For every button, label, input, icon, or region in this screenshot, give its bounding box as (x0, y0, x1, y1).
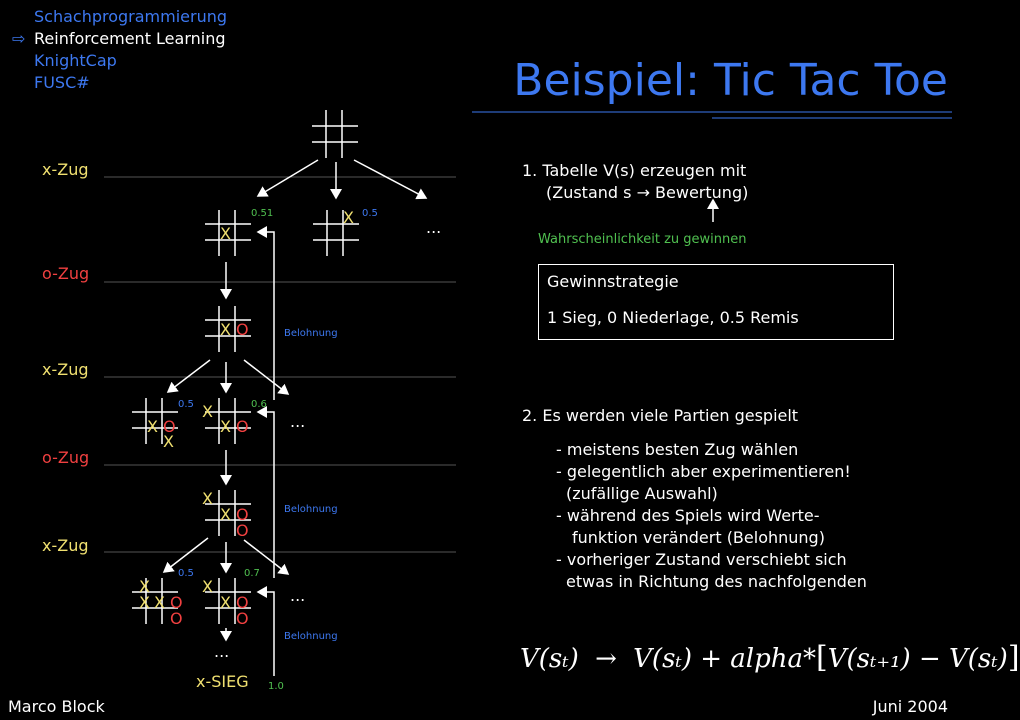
ellipsis: ... (290, 412, 306, 431)
move-label: o-Zug (42, 264, 90, 283)
formula-lhs: V(sₜ) (520, 644, 579, 674)
mark-o: O (163, 417, 176, 436)
formula-bracket-close: ] (1007, 640, 1020, 675)
arrow (164, 538, 208, 572)
bullet: - meistens besten Zug wählen (556, 440, 799, 459)
formula-bracket-open: [ (816, 640, 828, 675)
mark-x: X (220, 320, 231, 339)
step1-line2: (Zustand s → Bewertung) (546, 183, 749, 202)
bullet: - vorheriger Zustand verschiebt sich (556, 550, 847, 569)
nav-item-fusc[interactable]: FUSC# (34, 73, 90, 92)
mark-x: X (220, 593, 231, 612)
footer-author: Marco Block (8, 697, 105, 716)
reward-label: Belohnung (284, 328, 338, 339)
step2-heading: 2. Es werden viele Partien gespielt (522, 406, 799, 425)
nav-item-rl[interactable]: ⇨ Reinforcement Learning (12, 29, 226, 48)
mark-x: X (139, 593, 150, 612)
mark-o: O (236, 521, 249, 540)
ellipsis: ... (426, 218, 442, 237)
bullet: (zufällige Auswahl) (566, 484, 718, 503)
arrow-right-icon: ⇨ (12, 29, 26, 48)
bullet: - während des Spiels wird Werte- (556, 506, 820, 525)
update-formula (520, 640, 1020, 675)
arrow (258, 160, 318, 196)
mark-x: X (220, 505, 231, 524)
strategy-title: Gewinnstrategie (547, 272, 679, 291)
mark-o: O (170, 609, 183, 628)
footer-date: Juni 2004 (872, 697, 948, 716)
move-label: x-Zug (42, 360, 89, 379)
reward-arrow (258, 592, 274, 676)
step1-line1: 1. Tabelle V(s) erzeugen mit (522, 161, 747, 180)
ellipsis: ... (290, 586, 306, 605)
reward-arrow (258, 232, 274, 400)
value-label: 0.5 (178, 568, 194, 579)
reward-label: Belohnung (284, 504, 338, 515)
mark-x: X (343, 208, 354, 227)
mark-x: X (163, 432, 174, 451)
strategy-text: 1 Sieg, 0 Niederlage, 0.5 Remis (547, 308, 799, 327)
arrow (354, 160, 426, 198)
value-label: 0.5 (178, 399, 194, 410)
mark-x: X (147, 417, 158, 436)
bullet: - gelegentlich aber experimentieren! (556, 462, 851, 481)
mark-x: X (220, 417, 231, 436)
value-label: 1.0 (268, 681, 284, 692)
value-label: 0.7 (244, 568, 260, 579)
mark-x: X (139, 577, 150, 596)
reward-label: Belohnung (284, 631, 338, 642)
slide-title: Beispiel: Tic Tac Toe (513, 55, 948, 106)
ellipsis: ... (214, 642, 230, 661)
mark-x: X (220, 224, 231, 243)
formula-arrow: → (595, 644, 617, 674)
mark-o: O (236, 593, 249, 612)
mark-o: O (170, 593, 183, 612)
move-label: o-Zug (42, 448, 90, 467)
strategy-box (538, 264, 894, 340)
value-label: 0.5 (362, 208, 378, 219)
formula-rhs: V(sₜ) + alpha* (633, 644, 816, 674)
bullet: funktion verändert (Belohnung) (572, 528, 825, 547)
nav-item-knightcap[interactable]: KnightCap (34, 51, 117, 70)
value-label: 0.6 (251, 399, 267, 410)
mark-o: O (236, 609, 249, 628)
mark-o: O (236, 320, 249, 339)
formula-inner: V(sₜ₊₁) − V(sₜ) (827, 644, 1008, 674)
bullet: etwas in Richtung des nachfolgenden (566, 572, 867, 591)
mark-o: O (236, 417, 249, 436)
probability-note: Wahrscheinlichkeit zu gewinnen (538, 232, 747, 247)
move-label: x-Zug (42, 536, 89, 555)
mark-x: X (154, 593, 165, 612)
win-label: x-SIEG (196, 672, 249, 691)
move-label: x-Zug (42, 160, 89, 179)
board-root (312, 110, 358, 158)
mark-x: X (202, 402, 213, 421)
nav-item-schach[interactable]: Schachprogrammierung (34, 7, 228, 26)
arrow (168, 360, 210, 392)
mark-x: X (202, 489, 213, 508)
mark-x: X (202, 577, 213, 596)
mark-o: O (236, 505, 249, 524)
value-label: 0.51 (251, 208, 274, 219)
